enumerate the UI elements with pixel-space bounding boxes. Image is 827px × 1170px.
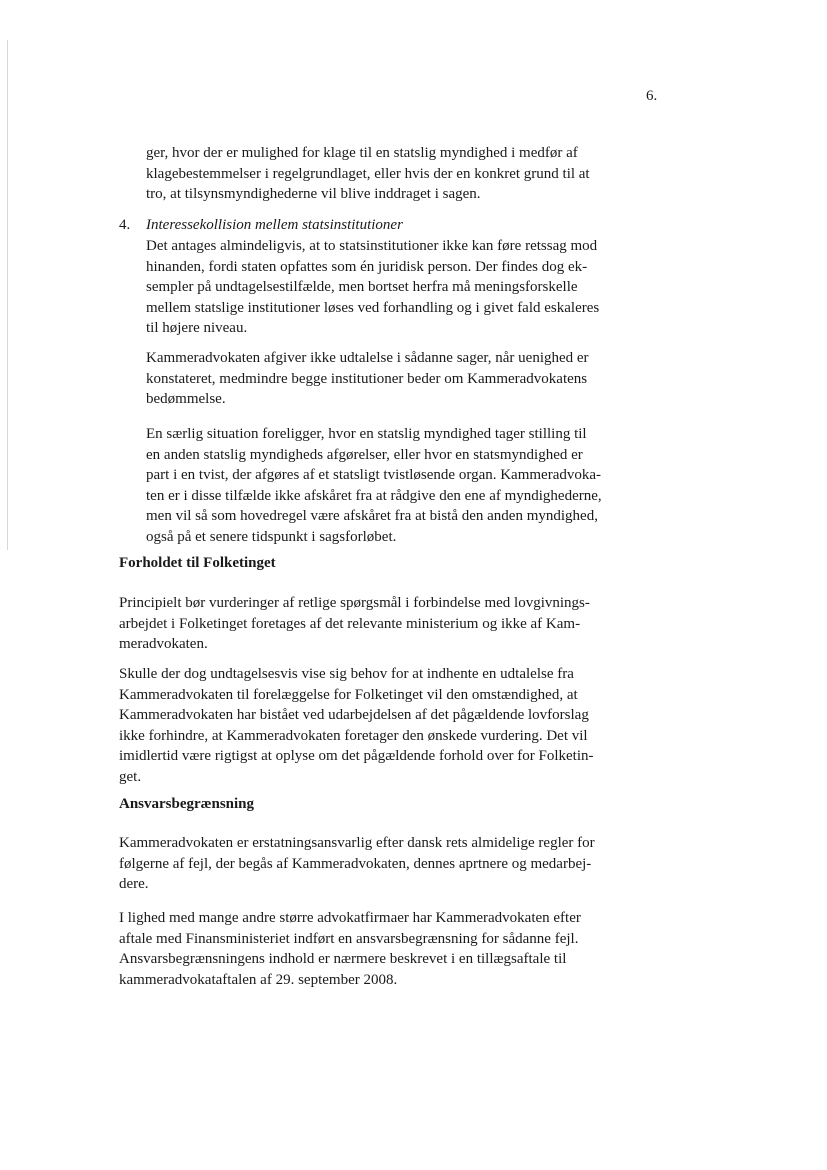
ansvar-paragraph-1	[119, 833, 595, 895]
text-line: imidlertid være rigtigst at oplyse om det pågældende forhold over for Folketin-	[119, 748, 594, 764]
text-line: Kammeradvokaten afgiver ikke udtalelse i sådanne sager, når uenighed er	[146, 350, 589, 366]
text-line: ten er i disse tilfælde ikke afskåret fra at rådgive den ene af myndighederne,	[146, 487, 602, 504]
item-4-paragraph-3	[146, 424, 602, 547]
text-line: part i en tvist, der afgøres af et statsligt tvistløsende organ. Kammeradvoka-	[146, 467, 602, 483]
text-line: også på et senere tidspunkt i sagsforløbet.	[146, 528, 397, 545]
text-line: hinanden, fordi staten opfattes som én juridisk person. Der findes dog ek-	[146, 258, 588, 275]
text-line: arbejdet i Folketinget foretages af det relevante ministerium og ikke af Kam-	[119, 615, 581, 632]
text-line: sempler på undtagelsestilfælde, men bortset herfra må meningsforskelle	[146, 279, 578, 295]
text-line: følgerne af fejl, der begås af Kammeradvokaten, dennes aprtnere og medarbej-	[119, 855, 592, 872]
item-4-paragraph-1	[146, 236, 599, 339]
item-4-title	[146, 215, 403, 236]
text-line: en anden statslig myndigheds afgørelser, eller hvor en statsmyndighed er	[146, 446, 583, 463]
text-line: I lighed med mange andre større advokatfirmaer har Kammeradvokaten efter	[119, 910, 581, 926]
text-line: Kammeradvokaten er erstatningsansvarlig efter dansk rets almidelige regler for	[119, 835, 595, 851]
text-line: bedømmelse.	[146, 391, 226, 407]
text-line: Kammeradvokaten har bistået ved udarbejdelsen af det pågældende lovforslag	[119, 707, 589, 723]
section-heading-folketinget: Forholdet til Folketinget	[119, 555, 276, 571]
text-line: Principielt bør vurderinger af retlige spørgsmål i forbindelse med lovgivnings-	[119, 595, 590, 611]
text-line: aftale med Finansministeriet indført en ansvarsbegrænsning for sådanne fejl.	[119, 930, 579, 947]
text-line: tro, at tilsynsmyndighederne vil blive inddraget i sagen.	[146, 186, 481, 202]
text-line: En særlig situation foreligger, hvor en statslig myndighed tager stilling til	[146, 426, 587, 442]
text-line: men vil så som hovedregel være afskåret fra at bistå den anden myndighed,	[146, 508, 598, 524]
text-line: ikke forhindre, at Kammeradvokaten foretager den ønskede vurdering. Det vil	[119, 727, 588, 744]
item-title: Interessekollision mellem statsinstitutioner	[146, 217, 403, 233]
ansvar-paragraph-2	[119, 908, 581, 990]
item-4-paragraph-2	[146, 348, 589, 410]
scan-margin-line	[7, 40, 8, 550]
text-line: Det antages almindeligvis, at to statsinstitutioner ikke kan føre retssag mod	[146, 238, 598, 254]
text-line: get.	[119, 768, 142, 785]
text-line: dere.	[119, 876, 149, 892]
text-line: ger, hvor der er mulighed for klage til en statslig myndighed i medfør af	[146, 145, 578, 161]
list-item-number: 4.	[119, 217, 131, 233]
intro-paragraph	[146, 143, 590, 205]
text-line: Ansvarsbegrænsningens indhold er nærmere beskrevet i en tillægsaftale til	[119, 951, 567, 967]
folketinget-paragraph-1	[119, 593, 590, 655]
text-line: konstateret, medmindre begge institutioner beder om Kammeradvokatens	[146, 370, 588, 387]
text-line: kammeradvokataftalen af 29. september 2008.	[119, 971, 398, 988]
text-line: mellem statslige institutioner løses ved forhandling og i givet fald eskaleres	[146, 299, 600, 316]
text-line: klagebestemmelser i regelgrundlaget, eller hvis der en konkret grund til at	[146, 165, 590, 182]
text-line: Skulle der dog undtagelsesvis vise sig behov for at indhente en udtalelse fra	[119, 666, 574, 682]
text-line: meradvokaten.	[119, 636, 208, 652]
section-heading-ansvar: Ansvarsbegrænsning	[119, 796, 255, 812]
folketinget-paragraph-2	[119, 664, 594, 787]
text-line: Kammeradvokaten til forelæggelse for Folketinget vil den omstændighed, at	[119, 686, 578, 703]
page-number: 6.	[646, 88, 658, 104]
text-line: til højere niveau.	[146, 320, 248, 336]
